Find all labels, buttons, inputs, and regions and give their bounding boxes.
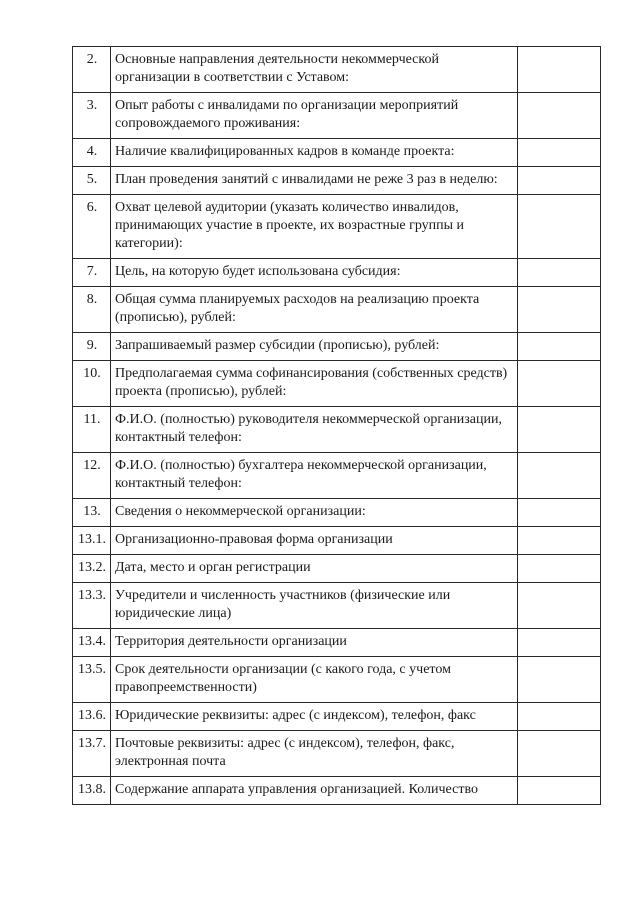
row-description: Предполагаемая сумма софинансирования (собственных средств) проекта (прописью), рублей: — [111, 361, 518, 407]
table-row — [73, 777, 601, 805]
row-description: Дата, место и орган регистрации — [111, 555, 518, 583]
application-form-table — [72, 46, 601, 805]
row-description: Почтовые реквизиты: адрес (с индексом), телефон, факс, электронная почта — [111, 731, 518, 777]
row-number: 13.4. — [73, 629, 111, 657]
table-row — [73, 361, 601, 407]
table-row — [73, 47, 601, 93]
answer-cell[interactable] — [518, 259, 601, 287]
answer-cell[interactable] — [518, 527, 601, 555]
row-number: 12. — [73, 453, 111, 499]
row-number: 10. — [73, 361, 111, 407]
row-number: 11. — [73, 407, 111, 453]
answer-cell[interactable] — [518, 47, 601, 93]
row-number: 9. — [73, 333, 111, 361]
row-number: 4. — [73, 139, 111, 167]
answer-cell[interactable] — [518, 731, 601, 777]
answer-cell[interactable] — [518, 139, 601, 167]
row-description: Юридические реквизиты: адрес (с индексом), телефон, факс — [111, 703, 518, 731]
answer-cell[interactable] — [518, 407, 601, 453]
answer-cell[interactable] — [518, 93, 601, 139]
row-description: Срок деятельности организации (с какого года, с учетом правопреемственности) — [111, 657, 518, 703]
row-description: Территория деятельности организации — [111, 629, 518, 657]
row-number: 13.1. — [73, 527, 111, 555]
form-table-body — [73, 47, 601, 805]
answer-cell[interactable] — [518, 777, 601, 805]
table-row — [73, 407, 601, 453]
answer-cell[interactable] — [518, 195, 601, 259]
row-description: Содержание аппарата управления организацией. Количество — [111, 777, 518, 805]
table-row — [73, 731, 601, 777]
table-row — [73, 333, 601, 361]
answer-cell[interactable] — [518, 657, 601, 703]
row-description: Основные направления деятельности некоммерческой организации в соответствии с Уставом: — [111, 47, 518, 93]
row-number: 13.6. — [73, 703, 111, 731]
row-number: 13.2. — [73, 555, 111, 583]
table-row — [73, 453, 601, 499]
row-description: Охват целевой аудитории (указать количество инвалидов, принимающих участие в проекте, их возрастные группы и категории): — [111, 195, 518, 259]
answer-cell[interactable] — [518, 499, 601, 527]
row-description: Наличие квалифицированных кадров в команде проекта: — [111, 139, 518, 167]
row-description: Общая сумма планируемых расходов на реализацию проекта (прописью), рублей: — [111, 287, 518, 333]
row-number: 13.3. — [73, 583, 111, 629]
row-number: 2. — [73, 47, 111, 93]
table-row — [73, 139, 601, 167]
table-row — [73, 499, 601, 527]
answer-cell[interactable] — [518, 555, 601, 583]
row-description: План проведения занятий с инвалидами не реже 3 раз в неделю: — [111, 167, 518, 195]
row-description: Цель, на которую будет использована субсидия: — [111, 259, 518, 287]
answer-cell[interactable] — [518, 167, 601, 195]
row-number: 13.8. — [73, 777, 111, 805]
answer-cell[interactable] — [518, 287, 601, 333]
answer-cell[interactable] — [518, 453, 601, 499]
table-row — [73, 287, 601, 333]
row-number: 3. — [73, 93, 111, 139]
row-description: Организационно-правовая форма организации — [111, 527, 518, 555]
table-row — [73, 93, 601, 139]
row-description: Опыт работы с инвалидами по организации мероприятий сопровождаемого проживания: — [111, 93, 518, 139]
row-number: 7. — [73, 259, 111, 287]
row-description: Учредители и численность участников (физические или юридические лица) — [111, 583, 518, 629]
answer-cell[interactable] — [518, 583, 601, 629]
answer-cell[interactable] — [518, 703, 601, 731]
row-number: 13.5. — [73, 657, 111, 703]
row-description: Запрашиваемый размер субсидии (прописью), рублей: — [111, 333, 518, 361]
table-row — [73, 527, 601, 555]
row-number: 13.7. — [73, 731, 111, 777]
row-number: 6. — [73, 195, 111, 259]
table-row — [73, 703, 601, 731]
row-number: 5. — [73, 167, 111, 195]
table-row — [73, 555, 601, 583]
table-row — [73, 583, 601, 629]
table-row — [73, 195, 601, 259]
answer-cell[interactable] — [518, 629, 601, 657]
row-number: 13. — [73, 499, 111, 527]
table-row — [73, 259, 601, 287]
table-row — [73, 657, 601, 703]
table-row — [73, 167, 601, 195]
answer-cell[interactable] — [518, 361, 601, 407]
table-row — [73, 629, 601, 657]
row-description: Ф.И.О. (полностью) бухгалтера некоммерческой организации, контактный телефон: — [111, 453, 518, 499]
row-description: Ф.И.О. (полностью) руководителя некоммерческой организации, контактный телефон: — [111, 407, 518, 453]
answer-cell[interactable] — [518, 333, 601, 361]
row-number: 8. — [73, 287, 111, 333]
row-description: Сведения о некоммерческой организации: — [111, 499, 518, 527]
